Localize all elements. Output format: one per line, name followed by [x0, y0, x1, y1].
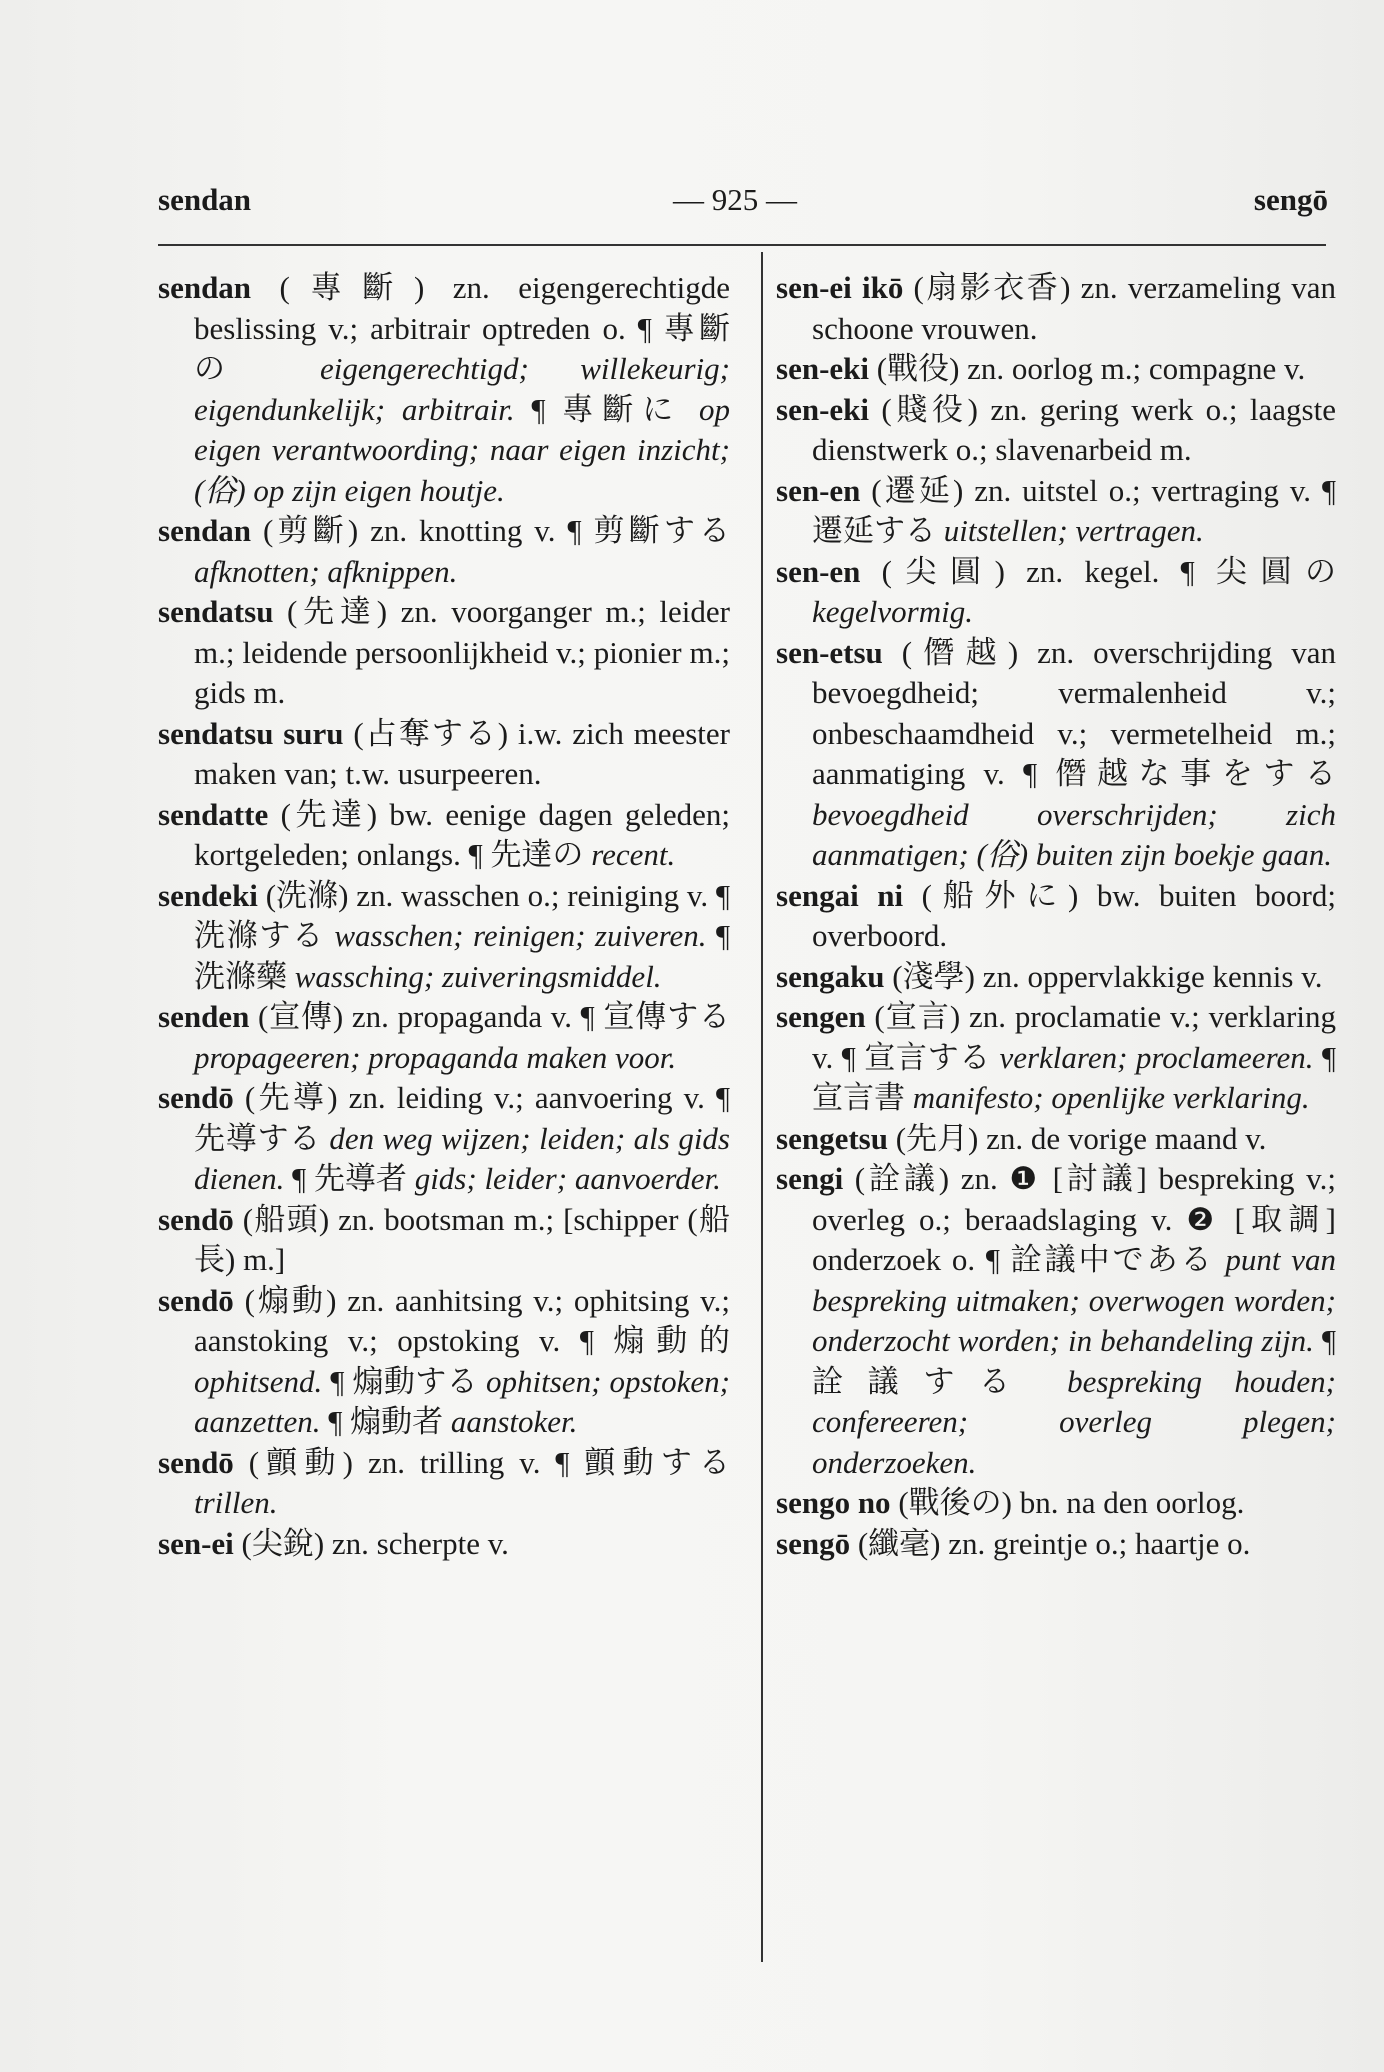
dictionary-entry: sendan (專斷) zn. eigengerechtigde beslissing v.; arbitrair optreden o. ¶ 專斷の eigengerechtigd; willekeurig; eigendunkelijk; arbitrair. ¶ 專斷に op eigen verantwoording; naar eigen inzicht; (俗) op zijn eigen houtje. — [158, 270, 731, 508]
headword: sendeki — [158, 877, 258, 913]
headword: sen-en — [776, 472, 861, 508]
dictionary-entry: sendatsu suru (占奪する) i.w. zich meester maken van; t.w. usurpeeren. — [158, 715, 730, 791]
header-rule — [158, 244, 1326, 246]
headword: sengen — [776, 999, 866, 1034]
example-translation: trillen. — [194, 1485, 278, 1520]
headword: sendatsu suru — [158, 715, 344, 751]
headword: sendatte — [158, 796, 269, 832]
headword: sen-etsu — [776, 634, 883, 670]
example-translation: verklaren; proclameeren. — [999, 1039, 1322, 1075]
dictionary-entry: sendō (船頭) zn. bootsman m.; [schipper (船長) m.] — [158, 1201, 730, 1277]
headword: sengai ni — [776, 877, 904, 913]
headword: sengaku — [776, 958, 885, 994]
headword: sendō — [158, 1282, 234, 1318]
example-translation: bevoegdheid overschrijden; zich aanmatigen; (俗) buiten zijn boekje gaan. — [812, 796, 1336, 872]
example-translation: wasschen; reinigen; zuiveren. — [334, 918, 716, 953]
dictionary-entry: sen-en (尖圓) zn. kegel. ¶ 尖圓の kegelvormig. — [776, 553, 1337, 629]
headword: sen-eki — [776, 351, 869, 386]
dictionary-entry: senden (宣傳) zn. propaganda v. ¶ 宣傳する propageeren; propaganda maken voor. — [158, 999, 730, 1075]
example-translation: wassching; zuiveringsmiddel. — [294, 958, 662, 994]
headword: sengetsu — [776, 1120, 888, 1156]
example-translation: uitstellen; vertragen. — [943, 513, 1204, 548]
dictionary-entry: sen-ei (尖銳) zn. scherpte v. — [158, 1525, 509, 1561]
example-translation: recent. — [591, 837, 676, 872]
headword: sendatsu — [158, 594, 274, 629]
dictionary-entry: sengō (纖毫) zn. greintje o.; haartje o. — [776, 1525, 1251, 1561]
headword: sengō — [776, 1525, 851, 1561]
column-divider — [761, 252, 763, 1962]
example-translation: ophitsen; opstoken; aanzetten. — [194, 1363, 730, 1439]
headword: sendō — [158, 1444, 234, 1480]
headword: sendan — [158, 270, 252, 305]
headword: sendō — [158, 1080, 234, 1115]
example-translation: punt van bespreking uitmaken; overwogen worden; onderzocht worden; in behandeling zijn. — [812, 1242, 1337, 1358]
header-last-word: sengō — [1253, 182, 1328, 217]
headword: sengo no — [776, 1485, 891, 1520]
headword: sen-eki — [776, 391, 869, 427]
example-translation: den weg wijzen; leiden; als gids dienen. — [194, 1120, 731, 1196]
dictionary-entry: sendō (煽動) zn. aanhitsing v.; ophitsing v.; aanstoking v.; opstoking v. ¶ 煽動的 ophitsend. ¶ 煽動する ophitsen; opstoken; aanzetten. ¶ 煽動者 aanstoker. — [158, 1282, 731, 1439]
dictionary-entry: sen-eki (賤役) zn. gering werk o.; laagste dienstwerk o.; slavenarbeid m. — [776, 391, 1336, 467]
headword: sen-ei ikō — [776, 270, 904, 305]
dictionary-entry: sen-eki (戰役) zn. oorlog m.; compagne v. — [776, 351, 1306, 386]
headword: sen-ei — [158, 1525, 234, 1561]
example-translation: afknotten; afknippen. — [194, 553, 458, 589]
example-translation: ophitsend. — [194, 1363, 331, 1399]
dictionary-entry: sengetsu (先月) zn. de vorige maand v. — [776, 1120, 1267, 1156]
right-column — [776, 268, 1336, 1564]
dictionary-entry: sendan (剪斷) zn. knotting v. ¶ 剪斷する afknotten; afknippen. — [158, 513, 731, 589]
dictionary-entry: sengen (宣言) zn. proclamatie v.; verklaring v. ¶ 宣言する verklaren; proclameeren. ¶ 宣言書 manifesto; openlijke verklaring. — [776, 999, 1336, 1115]
headword: senden — [158, 999, 250, 1034]
dictionary-entry: sendatte (先達) bw. eenige dagen geleden; kortgeleden; onlangs. ¶ 先達の recent. — [158, 796, 730, 872]
running-header — [158, 182, 1328, 228]
dictionary-entry: sengo no (戰後の) bn. na den oorlog. — [776, 1485, 1245, 1520]
headword: sendan — [158, 513, 252, 548]
example-translation: op eigen verantwoording; naar eigen inzicht; (俗) op zijn eigen houtje. — [194, 391, 731, 508]
example-translation: manifesto; openlijke verklaring. — [912, 1080, 1310, 1115]
dictionary-entry: sengai ni (船外に) bw. buiten boord; overboord. — [776, 877, 1336, 953]
example-translation: kegelvormig. — [812, 594, 973, 629]
dictionary-entry: sen-etsu (僭越) zn. overschrijding van bevoegdheid; vermalenheid v.; onbeschaamdheid v.; vermetelheid m.; aanmatiging v. ¶ 僭越な事をする bevoegdheid overschrijden; zich aanmatigen; (俗) buiten zijn boekje gaan. — [776, 634, 1337, 872]
example-translation: eigengerechtigd; willekeurig; eigendunkelijk; arbitrair. — [194, 351, 730, 427]
headword: sen-en — [776, 553, 861, 589]
header-first-word: sendan — [158, 182, 252, 217]
dictionary-entry: sendō (先導) zn. leiding v.; aanvoering v. ¶ 先導する den weg wijzen; leiden; als gids dienen. ¶ 先導者 gids; leider; aanvoerder. — [158, 1080, 731, 1196]
left-column — [158, 268, 730, 1564]
dictionary-entry: sengi (詮議) zn. ❶ [討議] bespreking v.; overleg o.; beraadslaging v. ❷ [取調] onderzoek o. ¶ 詮議中である punt van bespreking uitmaken; overwogen worden; onderzocht worden; in behandeling zijn. ¶ 詮議する bespreking houden; confereeren; overleg plegen; onderzoeken. — [776, 1161, 1337, 1480]
example-translation: aanstoker. — [450, 1404, 578, 1439]
dictionary-entry: sen-ei ikō (扇影衣香) zn. verzameling van schoone vrouwen. — [776, 270, 1336, 346]
page-number: — 925 — — [673, 182, 797, 217]
dictionary-entry: sendō (顫動) zn. trilling v. ¶ 顫動する trillen. — [158, 1444, 731, 1520]
example-translation: bespreking houden; confereeren; overleg plegen; onderzoeken. — [812, 1363, 1337, 1480]
dictionary-entry: sengaku (淺學) zn. oppervlakkige kennis v. — [776, 958, 1323, 994]
dictionary-entry: sendatsu (先達) zn. voorganger m.; leider m.; leidende persoonlijkheid v.; pionier m.; gids m. — [158, 594, 730, 710]
headword: sendō — [158, 1201, 234, 1237]
dictionary-entry: sendeki (洗滌) zn. wasschen o.; reiniging v. ¶ 洗滌する wasschen; reinigen; zuiveren. ¶ 洗滌藥 wassching; zuiveringsmiddel. — [158, 877, 731, 994]
example-translation: propageeren; propaganda maken voor. — [194, 1039, 677, 1075]
dictionary-entry: sen-en (遷延) zn. uitstel o.; vertraging v. ¶ 遷延する uitstellen; vertragen. — [776, 472, 1336, 548]
example-translation: gids; leider; aanvoerder. — [414, 1161, 721, 1196]
headword: sengi — [776, 1161, 844, 1196]
